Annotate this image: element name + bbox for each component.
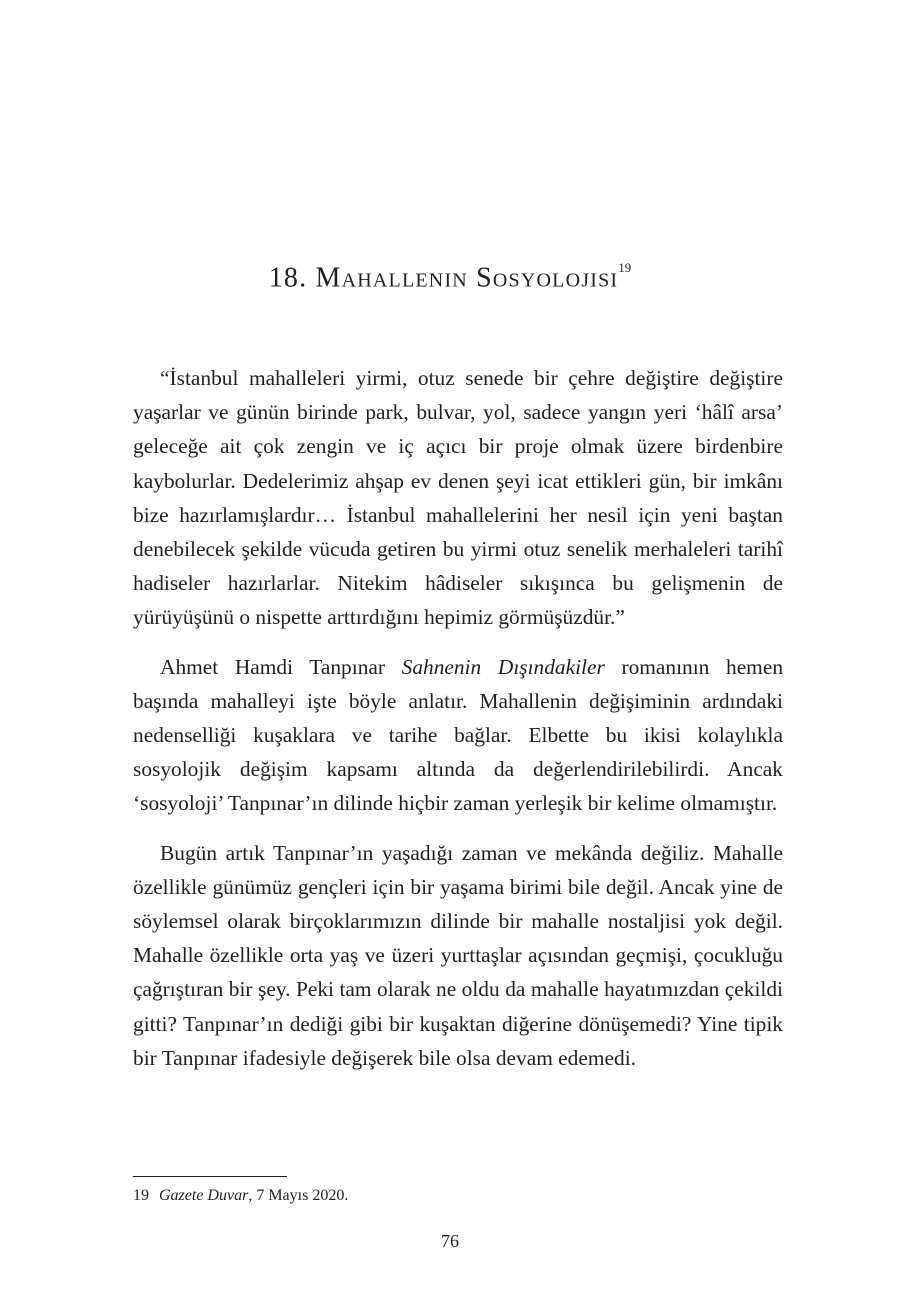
paragraph-today: Bugün artık Tanpınar’ın yaşadığı zaman ve mekânda değiliz. Mahalle özellikle günümüz gençleri için bir yaşama birimi bile değil. Ancak yine de söylemsel olarak birçoklarımızın dilinde bir mahalle nostaljisi yok değil. Mahalle özellikle orta yaş ve üzeri yurttaşlar açısından geçmişi, çocukluğu çağrıştıran bir şey. Peki tam olarak ne oldu da mahalle hayatımızdan çekildi gitti? Tanpınar’ın dediği gibi bir kuşaktan diğerine dönüşemedi? Yine tipik bir Tanpınar ifadesiyle değişerek bile olsa devam edemedi. xyxy=(133,840,783,1070)
paragraph-text-before: Ahmet Hamdi Tanpınar xyxy=(160,654,402,679)
paragraph-tanpinar xyxy=(133,650,783,821)
footnote-number: 19 xyxy=(133,1187,149,1204)
paragraph-quote: “İstanbul mahalleleri yirmi, otuz senede bir çehre değiştire değiştire yaşarlar ve günün birinde park, bulvar, yol, sadece yangın yeri ‘hâlî arsa’ geleceğe ait çok zengin ve iç açıcı bir proje olmak üzere birdenbire kaybolurlar. Dedelerimiz ahşap ev denen şeyi icat ettikleri gün, bir imkânı bize hazırlamışlardır… İstanbul mahallelerini her nesil için yeni baştan denebilecek şekilde vücuda getiren bu yirmi otuz senelik merhaleleri tarihî hadiseler hazırlarlar. Nitekim hâdiseler sıkışınca bu gelişmenin de yürüyüşünü o nispette arttırdığını hepimiz görmüşüzdür.” xyxy=(133,366,783,630)
book-title-italic: Sahnenin Dışındakiler xyxy=(401,654,605,679)
footnote-divider xyxy=(133,1176,287,1177)
page-number: 76 xyxy=(441,1231,459,1251)
paragraph-text-after: romanının hemen başında mahalleyi işte böyle anlatır. Mahallenin değişiminin ardındaki nedenselliği kuşaklara ve tarihe bağlar. Elbette bu ikisi kolaylıkla sosyolojik değişim kapsamı altında da değerlendirilebilirdi. Ancak ‘sosyoloji’ Tanpınar’ın dilinde hiçbir zaman yerleşik bir kelime olmamıştır. xyxy=(133,654,784,816)
footnote-source: Gazete Duvar xyxy=(159,1187,249,1204)
chapter-title xyxy=(0,252,900,298)
footnote xyxy=(133,1186,348,1206)
body-text xyxy=(133,361,783,1090)
footnote-date: , 7 Mayıs 2020. xyxy=(248,1187,349,1204)
chapter-title-text: 18. Mahallenin Sosyolojisi xyxy=(268,262,619,294)
chapter-footnote-ref: 19 xyxy=(618,260,632,275)
